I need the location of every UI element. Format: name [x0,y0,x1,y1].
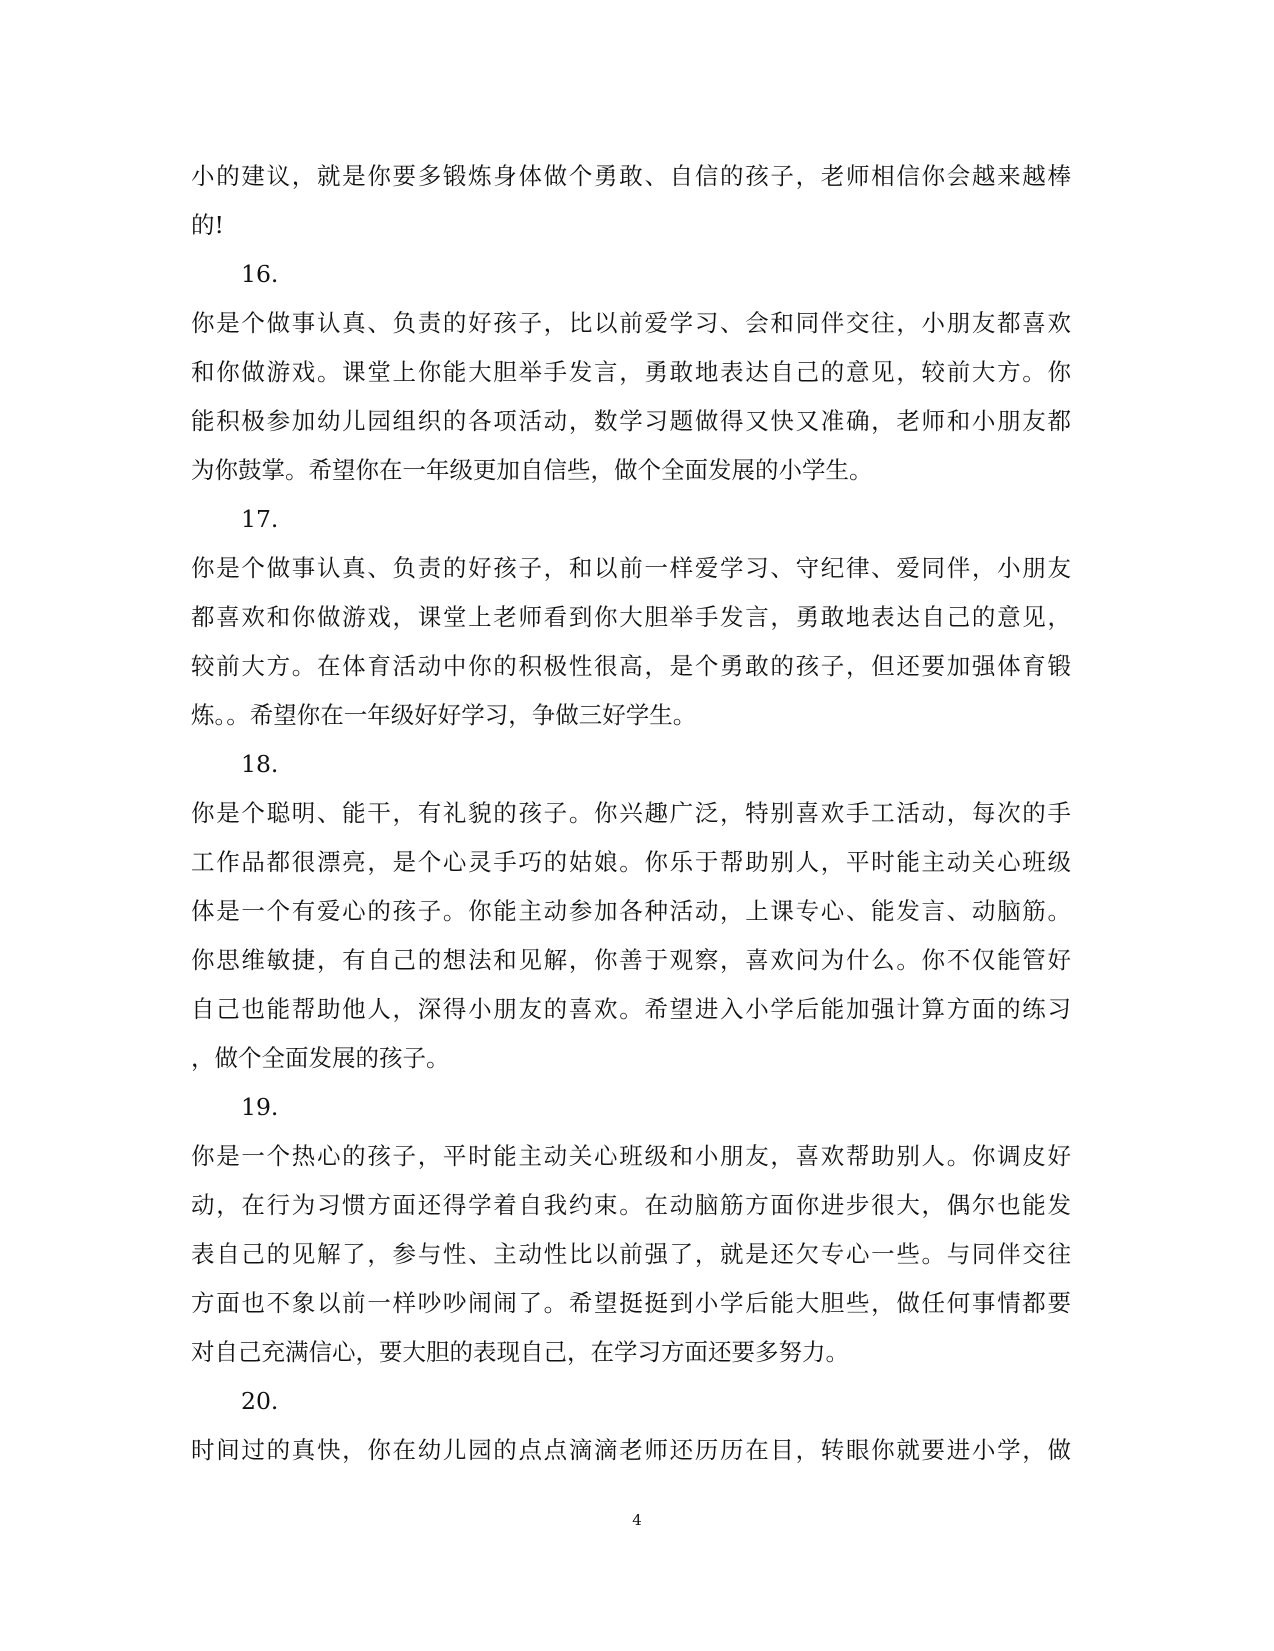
text-line: ，做个全面发展的孩子。 [191,1044,450,1072]
text-line: 小的建议，就是你要多锻炼身体做个勇敢、自信的孩子，老师相信你会越来越棒 [191,162,1071,190]
item-number: 17. [241,505,279,533]
text-line: 为你鼓掌。希望你在一年级更加自信些，做个全面发展的小学生。 [191,456,873,484]
item-number: 18. [241,750,279,778]
text-line: 的! [191,211,224,239]
text-line: 体是一个有爱心的孩子。你能主动参加各种活动，上课专心、能发言、动脑筋。 [191,897,1071,925]
text-line: 你是个聪明、能干，有礼貌的孩子。你兴趣广泛，特别喜欢手工活动，每次的手 [191,799,1071,827]
text-line: 都喜欢和你做游戏，课堂上老师看到你大胆举手发言，勇敢地表达自己的意见， [191,603,1071,631]
text-line: 表自己的见解了，参与性、主动性比以前强了，就是还欠专心一些。与同伴交往 [191,1240,1071,1268]
item-number: 20. [241,1387,279,1415]
item-number: 19. [241,1093,279,1121]
page-number: 4 [632,1511,642,1529]
text-line: 你是一个热心的孩子，平时能主动关心班级和小朋友，喜欢帮助别人。你调皮好 [191,1142,1071,1170]
text-line: 较前大方。在体育活动中你的积极性很高，是个勇敢的孩子，但还要加强体育锻 [191,652,1071,680]
text-line: 炼。。希望你在一年级好好学习，争做三好学生。 [191,701,697,729]
text-line: 对自己充满信心，要大胆的表现自己，在学习方面还要多努力。 [191,1338,849,1366]
text-line: 你是个做事认真、负责的好孩子，和以前一样爱学习、守纪律、爱同伴，小朋友 [191,554,1071,582]
text-line: 和你做游戏。课堂上你能大胆举手发言，勇敢地表达自己的意见，较前大方。你 [191,358,1071,386]
item-number: 16. [241,260,279,288]
document-body [191,152,1071,1475]
text-line: 动，在行为习惯方面还得学着自我约束。在动脑筋方面你进步很大，偶尔也能发 [191,1191,1071,1219]
text-line: 自己也能帮助他人，深得小朋友的喜欢。希望进入小学后能加强计算方面的练习 [191,995,1071,1023]
text-line: 能积极参加幼儿园组织的各项活动，数学习题做得又快又准确，老师和小朋友都 [191,407,1071,435]
text-line: 方面也不象以前一样吵吵闹闹了。希望挺挺到小学后能大胆些，做任何事情都要 [191,1289,1071,1317]
text-line: 时间过的真快，你在幼儿园的点点滴滴老师还历历在目，转眼你就要进小学，做 [191,1436,1071,1464]
text-line: 工作品都很漂亮，是个心灵手巧的姑娘。你乐于帮助别人，平时能主动关心班级 [191,848,1071,876]
text-line: 你是个做事认真、负责的好孩子，比以前爱学习、会和同伴交往，小朋友都喜欢 [191,309,1071,337]
text-line: 你思维敏捷，有自己的想法和见解，你善于观察，喜欢问为什么。你不仅能管好 [191,946,1071,974]
